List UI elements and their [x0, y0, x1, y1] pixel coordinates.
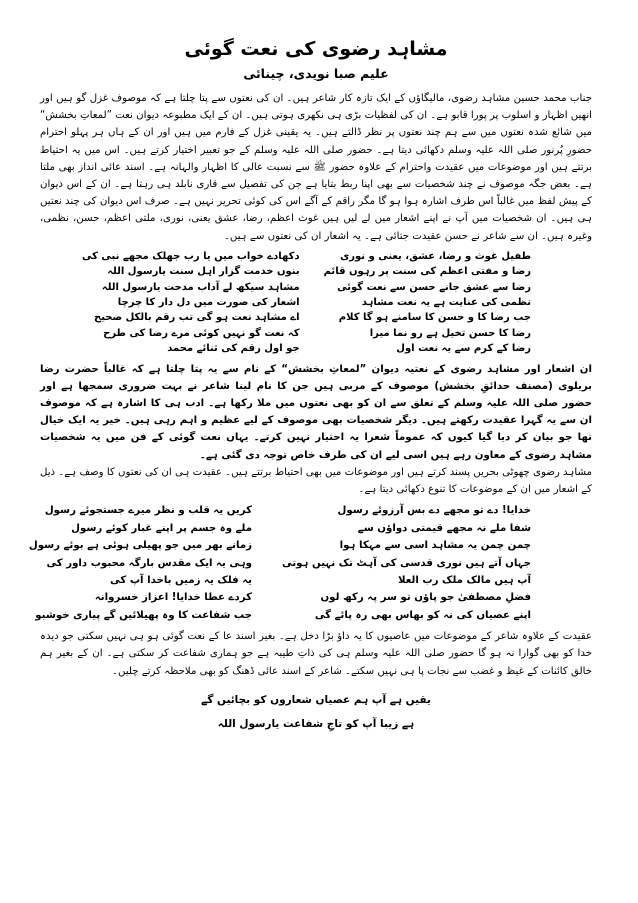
couplet-line: طفیل غوث و رضا، عشق، یعنی و نوری — [340, 250, 531, 262]
closing-couplet — [40, 688, 592, 736]
couplet-line: رضا و مفتی اعظم کی سنت پر رہوں قائم — [323, 266, 531, 278]
couplet-line: رضا کے کرم سے یہ نعت اول — [396, 343, 531, 355]
couplet-line: جو اول رقم کی ثنائے محمد — [167, 343, 300, 355]
verse-line: جہاں آتے ہیں نوری قدسی کی آہٹ تک نہیں ہوتی — [282, 557, 531, 569]
closing-line: یقیں ہے آپ ہم عصیاں شعاروں کو بچائیں گے — [201, 693, 431, 706]
paragraph-intercession: عقیدت کے علاوہ شاعر کے موضوعات میں عاصیوں کا یہ داؤ بڑا دخل ہے۔ بغیر اسند عا کے نعت گوئی ہو ہی نہیں سکتی جو دیدہ خدا کو بھی گوارا نہ ہو گا حضور صلی اللہ علیہ وسلم ہی کی ذاتِ طیبہ ہے جو ہماری شفاعت کر سکتی ہے۔ ان کے بغیر ہم خالق کائنات کے غیظ و غضب سے نجات پا ہی نہیں سکتے۔ شاعر کے اسند عائی ڈھنگ کو بھی ملاحظہ کرتے چلیں۔ — [40, 631, 592, 677]
verse-line: کریں یہ قلب و نظر میرے جستجوئے رسول — [44, 505, 253, 517]
couplet-line: مشاہد سیکھ لے آداب مدحت یارسول اللہ — [101, 281, 300, 293]
verse-line: زمانے بھر میں جو پھیلی ہوئی ہے بوئے رسول — [28, 540, 253, 552]
paragraph-themes: مشاہد رضوی چھوٹی بحریں پسند کرتے ہیں اور موضوعات میں بھی احتیاط برتتے ہیں۔ عقیدت ہی ان کی نعتوں کا وصف ہے۔ ذیل کے اشعار میں ان کے موضوعات کا تنوع دکھائی دیتا ہے۔ — [40, 466, 592, 496]
verse-line: یہ فلک یہ زمیں باخدا آپ کی — [110, 574, 253, 586]
verse-line: چمن چمن یہ مشاہد اسی سے مہکا ہوا — [339, 540, 531, 552]
couplet-line: اشعار کی صورت میں دل دار کا چرچا — [117, 297, 300, 309]
article-title: مشاہد رضوی کی نعت گوئی — [184, 38, 448, 60]
author-line: علیم صبا نویدی، چینائی — [243, 66, 389, 81]
verse-line: کردے عطا خدایا! اعزاز خسروانہ — [94, 592, 253, 604]
verse-line: شفا ملے نہ مجھے قیمتی دواؤں سے — [357, 522, 531, 534]
paragraph-mentors: ان اشعار اور مشاہد رضوی کے نعتیہ دیوان ”لمعاتِ بخشش“ کے نام سے یہ پتا چلتا ہے کہ غالباً حضرت رضا بریلوی (مصنف حدائقِ بخشش) موصوف کے مربی ہیں جن کا نام لینا شاعر نے بہت ضروری سمجھا ہے اور حضور صلی اللہ علیہ وسلم کے تعلق سے ان کو بھی نعتوں میں ملا رکھا ہے۔ ادب ہی کا اشارہ ہے کہ موصوف ان سے یہ گہرا عقیدت رکھتے ہیں۔ دیگر شخصیات بھی موصوف کے لیے عظیم و اہم رہی ہیں۔ خیر یہ ایک خیال تھا جو بیان کر دیا گیا کیوں کہ عموماً شعرا یہ احتیار نہیں کرتے۔ یہاں نعت گوئی کے فن میں یہ شخصیات مشاہد رضوی کے معاون رہے ہیں اسی لیے ان کی طرف خاص توجہ دی گئی ہے۔ — [40, 363, 592, 461]
couplet-line: دکھادے خواب میں یا رب جھلک مجھے نبی کی — [82, 250, 300, 262]
couplet-line: اے مشاہد نعت ہو گی تب رقم بالکل صحیح — [93, 312, 300, 324]
verse-line: آپ ہیں مالک ملک رب العلا — [398, 574, 531, 586]
verse-line: ملے وہ جسم پر اپنے غبار کوئے رسول — [71, 522, 253, 534]
verse-line: خدایا! دے تو مجھے دے بس آرزوئے رسول — [337, 505, 531, 517]
couplet-line: بنوں خدمت گزار اہل سنت یارسول اللہ — [107, 266, 300, 278]
couplet-line: جب رضا کا و حسن کا سامنے ہو گا کلام — [338, 312, 531, 324]
couplet-block-personalities — [82, 249, 531, 357]
couplet-line: نظمی کی عنایت ہے یہ نعت مشاہد — [361, 297, 531, 309]
couplet-line: کہ نعت گو نہیں کوئی مرے رضا کی طرح — [103, 327, 300, 339]
couplet-line: رضا کا حسن تخیل ہے رو نما میرا — [369, 327, 531, 339]
couplet-line: رضا سے عشق جانے حسن سے نعت گوئی — [337, 281, 531, 293]
verse-line: فضلِ مصطفیٰ جو پاؤں تو سر پہ رکھ لوں — [320, 592, 531, 604]
verse-line: وہی یہ ایک مقدس بارگہ محبوب داور کی — [46, 557, 253, 569]
closing-line: ہے زیبا آپ کو تاجِ شفاعت یارسول اللہ — [217, 717, 415, 730]
verse-line: جب شفاعت کا وہ پھیلائیں گے پیاری خوشبو — [35, 609, 253, 621]
verse-line: اپنے عصیاں کی نہ کو بھاس بھی رہ پائے گی — [314, 609, 531, 621]
paragraph-intro: جناب محمد حسین مشاہد رضوی، مالیگاؤں کے ایک تازہ کار شاعر ہیں۔ ان کی نعتوں سے پتا چلتا ہے کہ موصوف غزل گو ہیں اور انھیں اظہار و اسلوب پر پورا قابو ہے۔ ان کی لفظیات بڑی ہی نکھری ہوتی ہیں۔ ان کے ایک مطبوعہ دیوان نعت ”لمعاتِ بخشش“ میں شائع شدہ نعتوں میں سے ہم چند نعتوں پر نظر ڈالتے ہیں۔ یہ یقینی غزل کے فارم میں ہیں اور ان کے ہاں ہر پہلو احترام حضورِ پُرنور صلی اللہ علیہ وسلم دکھائی دیتا ہے۔ حضور صلی اللہ علیہ وسلم کے جو تعبیر اختیار کرتے ہیں۔ اس میں یہ احتیاط برتتے ہیں اور موضوعات میں عقیدت واحترام کے علاوہ حضور ﷺ سے نسبت عالی کا اظہار والہانہ ہے۔ اسند عائی انداز بھی ملتا ہے۔ بعض جگہ موصوف نے چند شخصیات سے بھی اپنا ربط بتایا ہے جن کی تفصیل سے قاری نابلد ہی رہتا ہے۔ ان کے اس دیوان کے پیش لفظ میں غالباً اس طرف اشارہ ہوا ہو گا مگر راقم کے آگے اس کی کوئی تحریر نہیں ہے۔ صرف اس دیوان کی چند نعتیں ہی ہیں۔ ان شخصیات میں آپ نے اپنے اشعار میں لے لیں ہیں غوث اعظم، رضا، عشق یعنی، نوری، ملتی اعظم، حسن، نظمی، وغیرہ ہیں۔ ان سے شاعر نے حسن عقیدت جتائی ہے۔ یہ اشعار ان کی نعتوں سے ہیں۔ — [40, 93, 592, 242]
verse-block-themes — [28, 502, 531, 624]
